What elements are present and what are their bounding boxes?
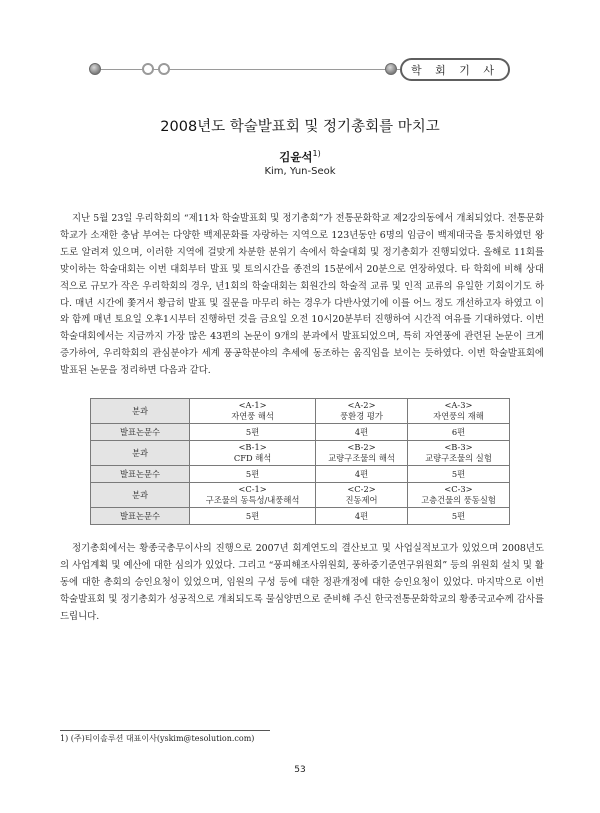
session-cell: <C-3> 고층건물의 풍동실험	[407, 483, 509, 508]
session-cell: <B-1> CFD 해석	[190, 441, 316, 466]
count-cell: 4편	[316, 424, 408, 441]
count-cell: 6편	[407, 424, 509, 441]
table-row	[91, 483, 510, 508]
count-cell: 5편	[190, 424, 316, 441]
header-ring-icon	[142, 63, 154, 75]
count-cell: 5편	[190, 466, 316, 483]
table-row	[91, 441, 510, 466]
section-badge-label: 학 회 기 사	[411, 63, 499, 77]
table-row	[91, 508, 510, 525]
author-name	[0, 149, 600, 165]
row-label: 분과	[91, 399, 190, 424]
row-label: 발표논문수	[91, 424, 190, 441]
author-footnote-mark: 1)	[312, 149, 321, 159]
session-cell: <A-3> 자연풍의 재해	[407, 399, 509, 424]
row-label: 분과	[91, 441, 190, 466]
session-cell: <A-1> 자연풍 해석	[190, 399, 316, 424]
count-cell: 5편	[407, 466, 509, 483]
count-cell: 5편	[407, 508, 509, 525]
page-number: 53	[294, 765, 306, 775]
section-badge	[400, 58, 510, 81]
row-label: 발표논문수	[91, 508, 190, 525]
body-paragraph: 정기총회에서는 황종국총무이사의 진행으로 2007년 회계연도의 결산보고 및 사업실적보고가 있었으며 2008년도의 사업계획 및 예산에 대한 심의가 있었다. 그리고 “풍피해조사위원회, 풍하중기준연구위원회” 등의 위원회 설치 및 활동에 대한 총회의 승인요청이 있었으며, 임원의 구성 등에 대한 정관개정에 대한 승인요청이 있었다. 마지막으로 이번 학술발표회 및 정기총회가 성공적으로 개최되도록 물심양면으로 준비해 주신 한국전통문화학교의 황종국교수께 감사를 드립니다.	[60, 543, 544, 622]
session-cell: <C-2> 진동제어	[316, 483, 408, 508]
row-label: 분과	[91, 483, 190, 508]
header-ring-icon	[158, 63, 170, 75]
author-name-english: Kim, Yun-Seok	[264, 166, 336, 177]
session-cell: <B-3> 교량구조물의 실험	[407, 441, 509, 466]
table-row	[91, 466, 510, 483]
row-label: 발표논문수	[91, 466, 190, 483]
header-dot-icon	[385, 63, 397, 75]
count-cell: 5편	[190, 508, 316, 525]
count-cell: 4편	[316, 466, 408, 483]
author-name-text: 김윤석	[279, 150, 313, 164]
table-row	[91, 399, 510, 424]
session-cell: <A-2> 풍환경 평가	[316, 399, 408, 424]
footnote-rule	[60, 730, 270, 731]
session-table	[90, 398, 510, 525]
count-cell: 4편	[316, 508, 408, 525]
table-row	[91, 424, 510, 441]
body-paragraph: 지난 5월 23일 우리학회의 “제11차 학술발표회 및 정기총회”가 전통문화학교 제2강의동에서 개최되었다. 전통문화학교가 소재한 충남 부여는 다양한 백제문화를 자랑하는 지역으로 123년동안 6명의 임금이 백제대국을 통치하였던 왕도로 알려져 있으며, 이러한 지역에 걸맞게 차분한 분위기 속에서 학술대회 및 정기총회가 진행되었다. 올해로 11회를 맞이하는 학술대회는 이번 대회부터 발표 및 토의시간을 종전의 15분에서 20분으로 연장하였다. 타 학회에 비해 상대적으로 규모가 작은 우리학회의 경우, 년1회의 학술대회는 회원간의 학술적 교류 및 인적 교류의 유일한 기회이기도 하다. 매년 시간에 쫓겨서 황급히 발표 및 질문을 마무리 하는 경우가 다반사였기에 이를 어느 정도 개선하고자 하였고 이와 함께 매년 토요일 오후1시부터 진행하던 것을 금요일 오전 10시20분부터 진행하여 시간적 여유를 기대하였다. 이번 학술대회에서는 지금까지 가장 많은 43편의 논문이 9개의 분과에서 발표되었으며, 특히 자연풍에 관련된 논문이 크게 증가하여, 우리학회의 관심분야가 세계 풍공학분야의 추세에 동조하는 움직임을 보이는 듯하였다. 이번 학술발표회에 발표된 논문을 정리하면 다음과 같다.	[60, 213, 544, 377]
session-cell: <C-1> 구조물의 동특성/내풍해석	[190, 483, 316, 508]
session-cell: <B-2> 교량구조물의 해석	[316, 441, 408, 466]
header-dot-icon	[89, 63, 101, 75]
footnote: 1) (주)티이솔루션 대표이사(yskim@tesolution.com)	[60, 734, 255, 743]
article-title: 2008년도 학술발표회 및 정기총회를 마치고	[160, 119, 440, 135]
